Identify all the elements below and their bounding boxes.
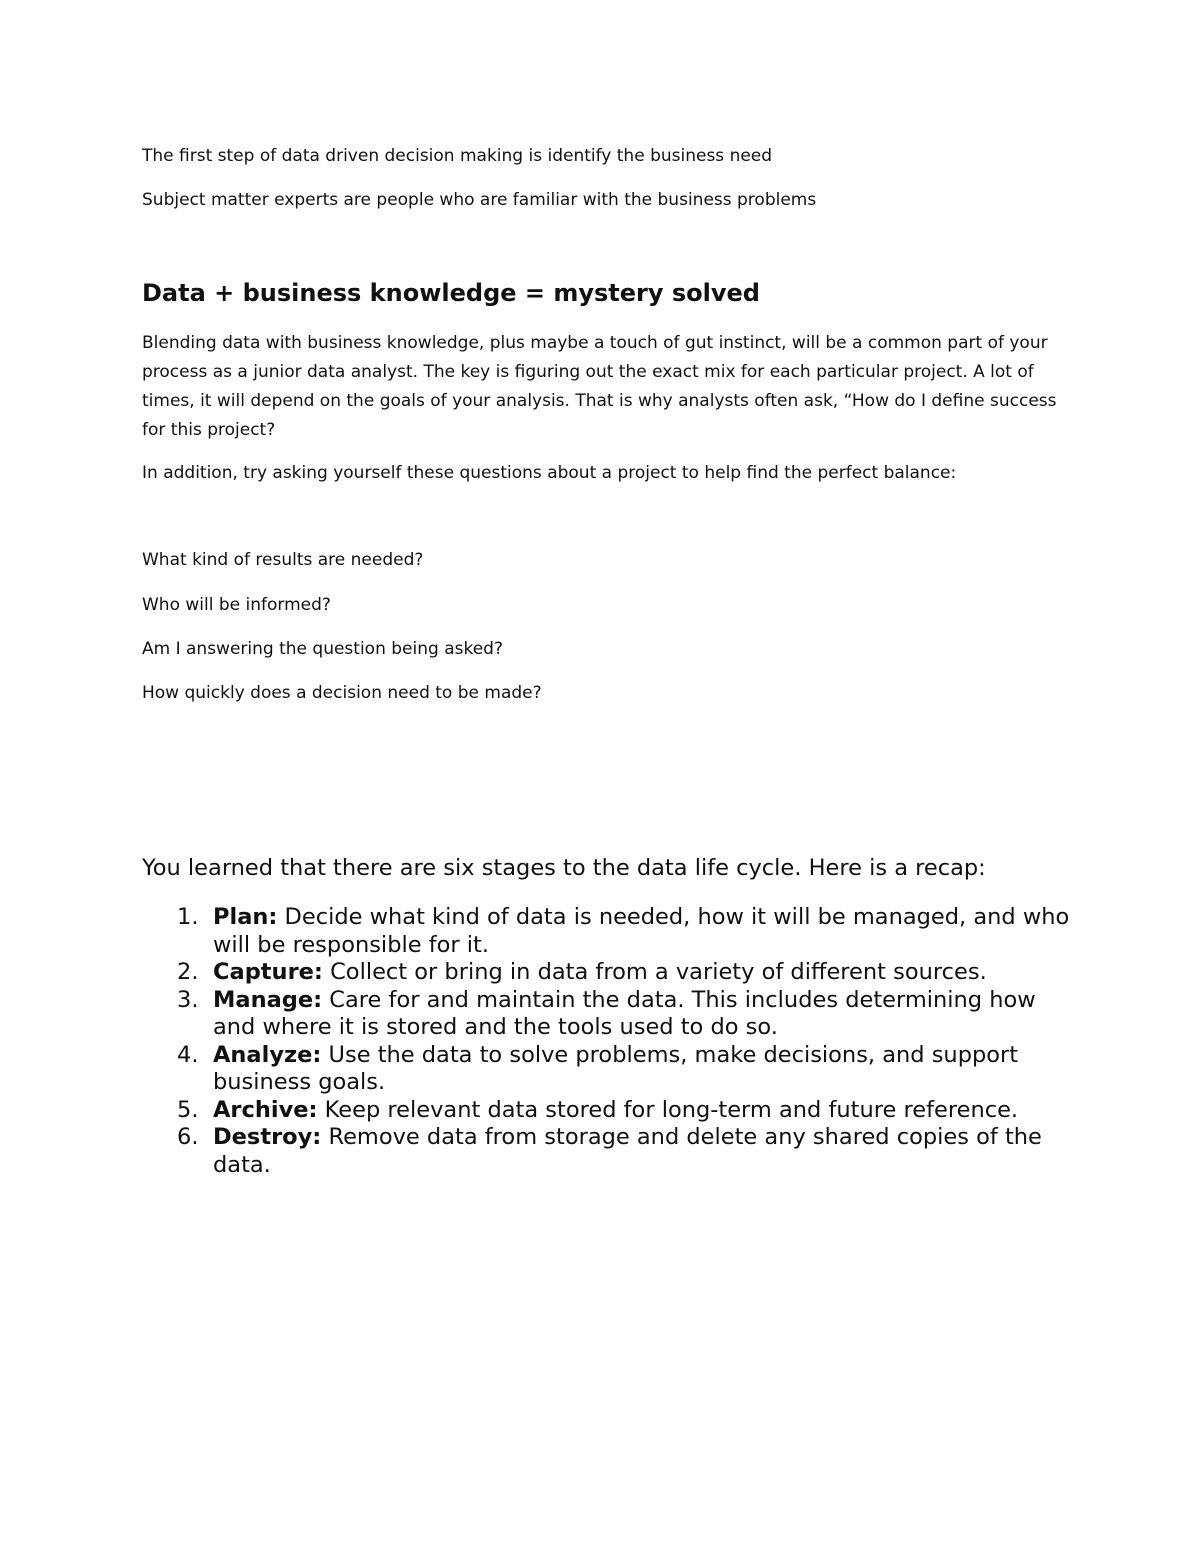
recap-intro: You learned that there are six stages to the data life cycle. Here is a recap: xyxy=(142,855,986,881)
list-item-plan xyxy=(142,904,1072,959)
stage-name: Plan: xyxy=(213,904,278,930)
data-life-cycle-stages xyxy=(142,904,1072,1179)
question-decision-speed: How quickly does a decision need to be made? xyxy=(142,683,542,703)
stage-name: Manage: xyxy=(213,986,323,1013)
list-item-archive xyxy=(142,1097,1072,1125)
question-results-needed: What kind of results are needed? xyxy=(142,550,424,570)
stage-name: Archive: xyxy=(213,1096,318,1123)
list-number: 4. xyxy=(177,1041,199,1068)
list-number: 3. xyxy=(177,986,199,1013)
questions-prompt: In addition, try asking yourself these questions about a project to help find the perfect balance: xyxy=(142,463,957,483)
list-number: 5. xyxy=(177,1096,199,1123)
stage-name: Destroy: xyxy=(213,1124,322,1150)
intro-line-business-need: The first step of data driven decision making is identify the business need xyxy=(142,146,773,166)
stage-name: Analyze: xyxy=(213,1041,322,1068)
list-item-analyze xyxy=(142,1042,1072,1097)
stage-description: Care for and maintain the data. This includes determining how and where it is stored and the tools used to do so. xyxy=(213,986,1036,1040)
list-item-capture xyxy=(142,959,1072,987)
list-item-manage xyxy=(142,987,1072,1042)
question-answering-question: Am I answering the question being asked? xyxy=(142,639,503,659)
blending-paragraph: Blending data with business knowledge, plus maybe a touch of gut instinct, will be a common part of your process as a junior data analyst. The key is figuring out the exact mix for each particular project. A lot of times, it will depend on the goals of your analysis. That is why analysts often ask, “How do I define success for this project? xyxy=(142,333,1057,440)
stage-description: Decide what kind of data is needed, how it will be managed, and who will be responsible for it. xyxy=(213,904,1070,958)
stage-description: Collect or bring in data from a variety of different sources. xyxy=(322,959,987,985)
stage-name: Capture: xyxy=(213,959,323,985)
section-heading: Data + business knowledge = mystery solved xyxy=(142,279,760,307)
list-number: 6. xyxy=(177,1124,199,1150)
list-item-destroy xyxy=(142,1124,1072,1179)
stage-description: Keep relevant data stored for long-term and future reference. xyxy=(317,1096,1019,1123)
question-who-informed: Who will be informed? xyxy=(142,595,331,615)
stage-description: Remove data from storage and delete any shared copies of the data. xyxy=(213,1124,1042,1178)
stage-description: Use the data to solve problems, make decisions, and support business goals. xyxy=(213,1041,1019,1095)
intro-line-subject-matter-experts: Subject matter experts are people who are familiar with the business problems xyxy=(142,190,817,210)
list-number: 1. xyxy=(177,904,199,930)
list-number: 2. xyxy=(177,959,199,985)
